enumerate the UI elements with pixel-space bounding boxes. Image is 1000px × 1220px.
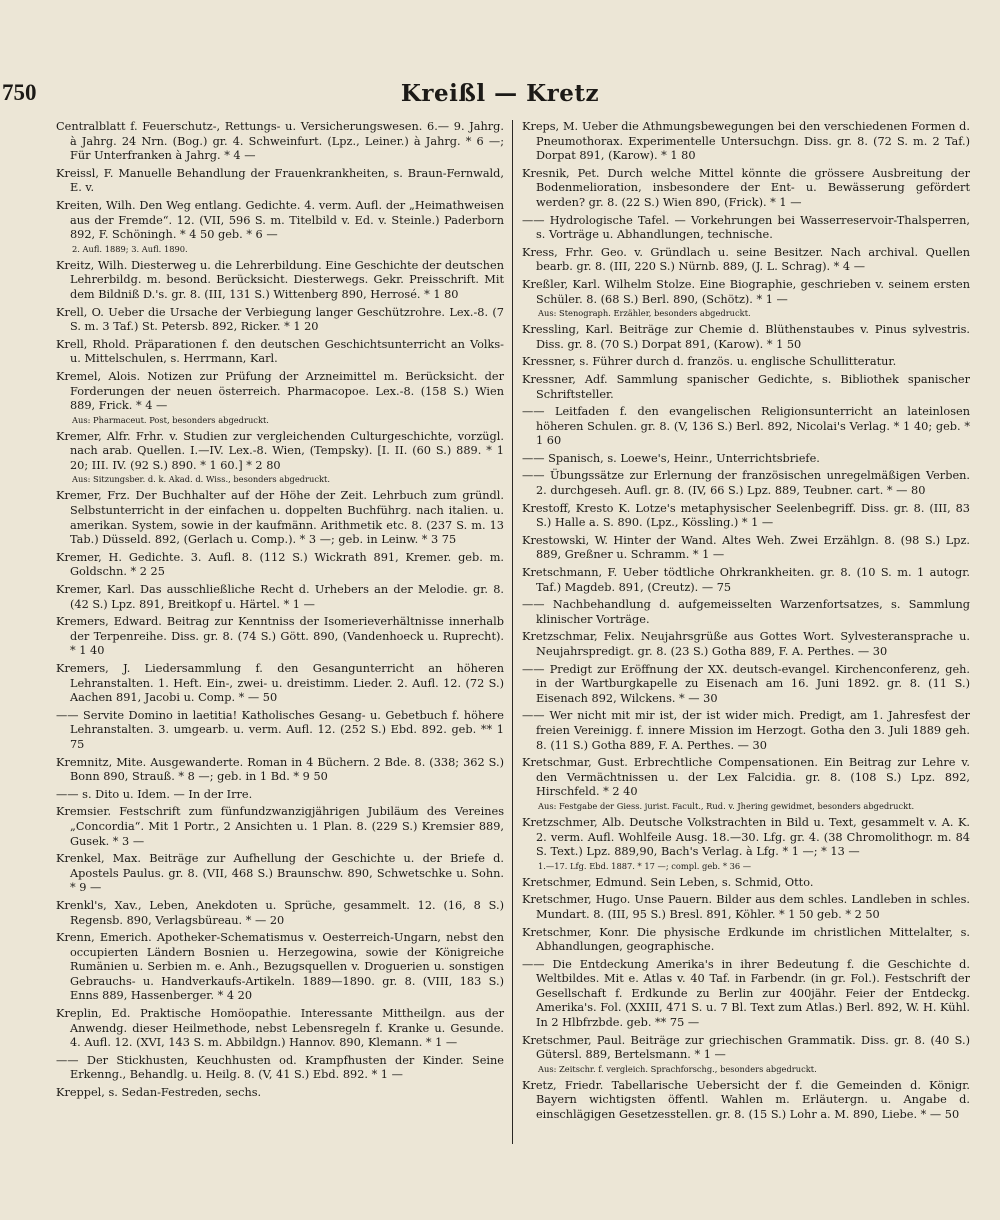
right-column [513,120,970,1144]
bibliography-entry: —— Wer nicht mit mir ist, der ist wider mich. Predigt, am 1. Jahresfest der freien Vereinigg. f. innere Mission im Herzogt. Gotha den 3. Juli 1889 geh. 8. (11 S.) Gotha 889, F. A. Perthes. — 30 [522,709,970,752]
bibliography-entry: Kressner, s. Führer durch d. französ. u. englische Schullitteratur. [522,355,897,369]
bibliography-entry: Kretschmer, Edmund. Sein Leben, s. Schmid, Otto. [522,875,814,889]
bibliography-entry: Kremsier. Festschrift zum fünfundzwanzigjährigen Jubiläum des Vereines „Concordia“. Mit 1 Portr., 2 Ansichten u. 1 Plan. 8. (229 S.) Kremsier 889, Gusek. * 3 — [56,805,504,848]
bibliography-entry: —— Nachbehandlung d. aufgemeisselten Warzenfortsatzes, s. Sammlung klinischer Vorträge. [522,598,970,626]
bibliography-entry: Kreßler, Karl. Wilhelm Stolze. Eine Biographie, geschrieben v. seinem ersten Schüler. 8. (68 S.) Berl. 890, (Schötz). * 1 — [522,277,970,306]
bibliography-entry: Kretschmer, Konr. Die physische Erdkunde im christlichen Mittelalter, s. Abhandlungen, geographische. [522,925,970,954]
bibliography-entry: —— Spanisch, s. Loewe's, Heinr., Unterrichtsbriefe. [522,451,820,465]
entry-note: Aus: Stenograph. Erzähler, besonders abgedruckt. [538,308,751,319]
bibliography-entry: Kremers, Edward. Beitrag zur Kenntniss der Isomerieverhältnisse innerhalb der Terpenreihe. Diss. gr. 8. (74 S.) Gött. 890, (Vandenhoeck u. Ruprecht). * 1 40 [56,615,504,658]
bibliography-entry: —— Predigt zur Eröffnung der XX. deutsch-evangel. Kirchenconferenz, geh. in der Wartburgkapelle zu Eisenach am 16. Juni 1892. gr. 8. (11 S.) Eisenach 892, Wilckens. * — 30 [522,662,970,705]
entry-note: Aus: Festgabe der Giess. jurist. Facult., Rud. v. Jhering gewidmet, besonders abgedruckt. [538,800,915,811]
bibliography-entry: Kress, Frhr. Geo. v. Gründlach u. seine Besitzer. Nach archival. Quellen bearb. gr. 8. (III, 220 S.) Nürnb. 889, (J. L. Schrag). * 4 — [522,245,970,274]
entry-note: Aus: Zeitschr. f. vergleich. Sprachforschg., besonders abgedruckt. [538,1063,817,1074]
bibliography-entry: —— Die Entdeckung Amerika's in ihrer Bedeutung f. die Geschichte d. Weltbildes. Mit e. Atlas v. 40 Taf. in Farbendr. (in gr. Fol.). Festschrift der Gesellschaft f. Erdkunde zu Berlin zur 400jähr. Feier der Entdeckg. Amerika's. Fol. (XXIII, 471 S. u. 7 Bl. Text zum Atlas.) Berl. 892, W. H. Kühl. In 2 Hlbfrzbde. geb. ** 75 — [522,957,970,1030]
bibliography-entry: Kresnik, Pet. Durch welche Mittel könnte die grössere Ausbreitung der Bodenmelioration, insbesondere der Ent- u. Bewässerung gefördert werden? gr. 8. (22 S.) Wien 890, (Frick). * 1 — [522,166,970,209]
bibliography-entry: —— Der Stickhusten, Keuchhusten od. Krampfhusten der Kinder. Seine Erkenng., Behandlg. u. Heilg. 8. (V, 41 S.) Ebd. 892. * 1 — [56,1053,504,1082]
bibliography-entry: Kretz, Friedr. Tabellarische Uebersicht der f. die Gemeinden d. Königr. Bayern wichtigsten öffentl. Wahlen m. Erläutergn. u. Angabe d. einschlägigen Gesetzesstellen. gr. 8. (15 S.) Lohr a. M. 890, Liebe. * — 50 [522,1078,970,1122]
bibliography-entry: Kretzschmar, Felix. Neujahrsgrüße aus Gottes Wort. Sylvesteransprache u. Neujahrspredigt. gr. 8. (23 S.) Gotha 889, F. A. Perthes. — 30 [522,630,970,658]
bibliography-entry: Kretschmer, Hugo. Unse Pauern. Bilder aus dem schles. Landleben in schles. Mundart. 8. (III, 95 S.) Bresl. 891, Köhler. * 1 50 geb. * 2 50 [522,893,970,921]
bibliography-entry: Kremer, Alfr. Frhr. v. Studien zur vergleichenden Culturgeschichte, vorzügl. nach arab. Quellen. I.—IV. Lex.-8. Wien, (Tempsky). [I. II. (60 S.) 889. * 1 20; III. IV. (92 S.) 890. * 1 60.] * 2 80 [56,429,504,472]
bibliography-entry: Kreissl, F. Manuelle Behandlung der Frauenkrankheiten, s. Braun-Fernwald, E. v. [56,166,504,195]
entry-note: Aus: Pharmaceut. Post, besonders abgedruckt. [72,414,269,425]
bibliography-entry: Kreitz, Wilh. Diesterweg u. die Lehrerbildung. Eine Geschichte der deutschen Lehrerbildg. m. besond. Berücksicht. Diesterwegs. Gekr. Preisschrift. Mit dem Bildniß D.'s. gr. 8. (III, 131 S.) Wittenberg 890, Herrosé. * 1 80 [56,258,504,301]
page-number: 750 [2,80,37,105]
bibliography-entry: Kreplin, Ed. Praktische Homöopathie. Interessante Mittheilgn. aus der Anwendg. dieser Heilmethode, nebst Lebensregeln f. Kranke u. Gesunde. 4. Aufl. 12. (XVI, 143 S. m. Abbildgn.) Hannov. 890, Klemann. * 1 — [56,1007,504,1050]
running-head: Kreißl — Kretz [400,80,600,107]
bibliography-entry: Kremer, Karl. Das ausschließliche Recht d. Urhebers an der Melodie. gr. 8. (42 S.) Lpz. 891, Breitkopf u. Härtel. * 1 — [56,583,504,611]
bibliography-entry: Kretschmann, F. Ueber tödtliche Ohrkrankheiten. gr. 8. (10 S. m. 1 autogr. Taf.) Magdeb. 891, (Creutz). — 75 [522,566,970,594]
entry-note: 1.—17. Lfg. Ebd. 1887. * 17 —; compl. geb. * 36 — [538,860,752,871]
bibliography-entry: Kressling, Karl. Beiträge zur Chemie d. Blüthenstaubes v. Pinus sylvestris. Diss. gr. 8. (70 S.) Dorpat 891, (Karow). * 1 50 [522,323,970,351]
bibliography-entry: Kremers, J. Liedersammlung f. den Gesangunterricht an höheren Lehranstalten. 1. Heft. Ein-, zwei- u. dreistimm. Lieder. 2. Aufl. 12. (72 S.) Aachen 891, Jacobi u. Comp. * — 50 [56,662,504,705]
entry-note: 2. Aufl. 1889; 3. Aufl. 1890. [72,243,188,254]
entry-note: Aus: Sitzungsber. d. k. Akad. d. Wiss., besonders abgedruckt. [72,474,331,485]
bibliography-entry: Kretzschmer, Alb. Deutsche Volkstrachten in Bild u. Text, gesammelt v. A. K. 2. verm. Aufl. Wohlfeile Ausg. 18.—30. Lfg. gr. 4. (38 Chromolithogr. m. 84 S. Text.) Lpz. 889,90, Bach's Verlag. à Lfg. * 1 —; * 13 — [522,815,970,859]
left-column [56,120,512,1144]
bibliography-entry: Krenn, Emerich. Apotheker-Schematismus v. Oesterreich-Ungarn, nebst den occupierten Ländern Bosnien u. Herzegowina, sowie der Königreiche Rumänien u. Serbien m. e. Anh., Bezugsquellen v. Droguerien u. sonstigen Gebrauchs- u. Handverkaufs-Artikeln. 1889—1890. gr. 8. (VIII, 183 S.) Enns 889, Hassenberger. * 4 20 [56,931,504,1003]
bibliography-entry: Krenkl's, Xav., Leben, Anekdoten u. Sprüche, gesammelt. 12. (16, 8 S.) Regensb. 890, Verlagsbüreau. * — 20 [56,898,504,927]
bibliography-entry: Kretschmar, Gust. Erbrechtliche Compensationen. Ein Beitrag zur Lehre v. den Vermächtnissen u. der Lex Falcidia. gr. 8. (108 S.) Lpz. 892, Hirschfeld. * 2 40 [522,756,970,799]
bibliography-entry: Kreppel, s. Sedan-Festreden, sechs. [56,1086,262,1100]
bibliography-entry: Krell, O. Ueber die Ursache der Verbiegung langer Geschützrohre. Lex.-8. (7 S. m. 3 Taf.) St. Petersb. 892, Ricker. * 1 20 [56,305,504,334]
text-columns [56,120,970,1144]
bibliography-entry: —— Hydrologische Tafel. — Vorkehrungen bei Wasserreservoir-Thalsperren, s. Vorträge u. Abhandlungen, technische. [522,213,970,242]
bibliography-entry: Kressner, Adf. Sammlung spanischer Gedichte, s. Bibliothek spanischer Schriftsteller. [522,372,970,401]
bibliography-entry: Kretschmer, Paul. Beiträge zur griechischen Grammatik. Diss. gr. 8. (40 S.) Gütersl. 889, Bertelsmann. * 1 — [522,1033,970,1062]
bibliography-entry: Krenkel, Max. Beiträge zur Aufhellung der Geschichte u. der Briefe d. Apostels Paulus. gr. 8. (VII, 468 S.) Braunschw. 890, Schwetschke u. Sohn. * 9 — [56,852,504,895]
bibliography-entry: —— Übungssätze zur Erlernung der französischen unregelmäßigen Verben. 2. durchgeseh. Aufl. gr. 8. (IV, 66 S.) Lpz. 889, Teubner. cart. * — 80 [522,469,970,498]
bibliography-entry: Kremnitz, Mite. Ausgewanderte. Roman in 4 Büchern. 2 Bde. 8. (338; 362 S.) Bonn 890, Strauß. * 8 —; geb. in 1 Bd. * 9 50 [56,755,504,784]
bibliography-entry: Krestowski, W. Hinter der Wand. Altes Weh. Zwei Erzählgn. 8. (98 S.) Lpz. 889, Greßner u. Schramm. * 1 — [522,533,970,562]
bibliography-entry: Kremer, H. Gedichte. 3. Aufl. 8. (112 S.) Wickrath 891, Kremer. geb. m. Goldschn. * 2 25 [56,550,504,579]
bibliography-entry: Kremel, Alois. Notizen zur Prüfung der Arzneimittel m. Berücksicht. der Forderungen der neuen österreich. Pharmacopoe. Lex.-8. (158 S.) Wien 889, Frick. * 4 — [56,369,504,413]
bibliography-entry: —— s. Dito u. Idem. — In der Irre. [56,787,253,801]
bibliography-entry: Krestoff, Kresto K. Lotze's metaphysischer Seelenbegriff. Diss. gr. 8. (III, 83 S.) Halle a. S. 890. (Lpz., Kössling.) * 1 — [522,501,970,530]
bibliography-entry: Centralblatt f. Feuerschutz-, Rettungs- u. Versicherungswesen. 6.— 9. Jahrg. à Jahrg. 24 Nrn. (Bog.) gr. 4. Schweinfurt. (Lpz., Leiner.) à Jahrg. * 6 —; Für Unterfranken à Jahrg. * 4 — [56,120,504,163]
bibliography-entry: —— Leitfaden f. den evangelischen Religionsunterricht an lateinlosen höheren Schulen. gr. 8. (V, 136 S.) Berl. 892, Nicolai's Verlag. * 1 40; geb. * 1 60 [522,405,970,448]
bibliography-entry: —— Servite Domino in laetitia! Katholisches Gesang- u. Gebetbuch f. höhere Lehranstalten. 3. umgearb. u. verm. Aufl. 12. (252 S.) Ebd. 892. geb. ** 1 75 [56,708,504,751]
bibliography-entry: Krell, Rhold. Präparationen f. den deutschen Geschichtsunterricht an Volks- u. Mittelschulen, s. Herrmann, Karl. [56,337,504,366]
bibliography-entry: Kremer, Frz. Der Buchhalter auf der Höhe der Zeit. Lehrbuch zum gründl. Selbstunterricht in der einfachen u. doppelten Buchführg. nach italien. u. amerikan. System, sowie in der kaufmänn. Arithmetik etc. 8. (237 S. m. 13 Tab.) Düsseld. 892, (Gerlach u. Comp.). * 3 —; geb. in Leinw. * 3 75 [56,489,504,547]
bibliography-entry: Kreps, M. Ueber die Athmungsbewegungen bei den verschiedenen Formen d. Pneumothorax. Experimentelle Untersuchgn. Diss. gr. 8. (72 S. m. 2 Taf.) Dorpat 891, (Karow). * 1 80 [522,120,970,163]
bibliography-entry: Kreiten, Wilh. Den Weg entlang. Gedichte. 4. verm. Aufl. der „Heimathweisen aus der Fremde“. 12. (VII, 596 S. m. Titelbild v. Ed. v. Steinle.) Paderborn 892, F. Schöningh. * 4 50 geb. * 6 — [56,198,504,242]
